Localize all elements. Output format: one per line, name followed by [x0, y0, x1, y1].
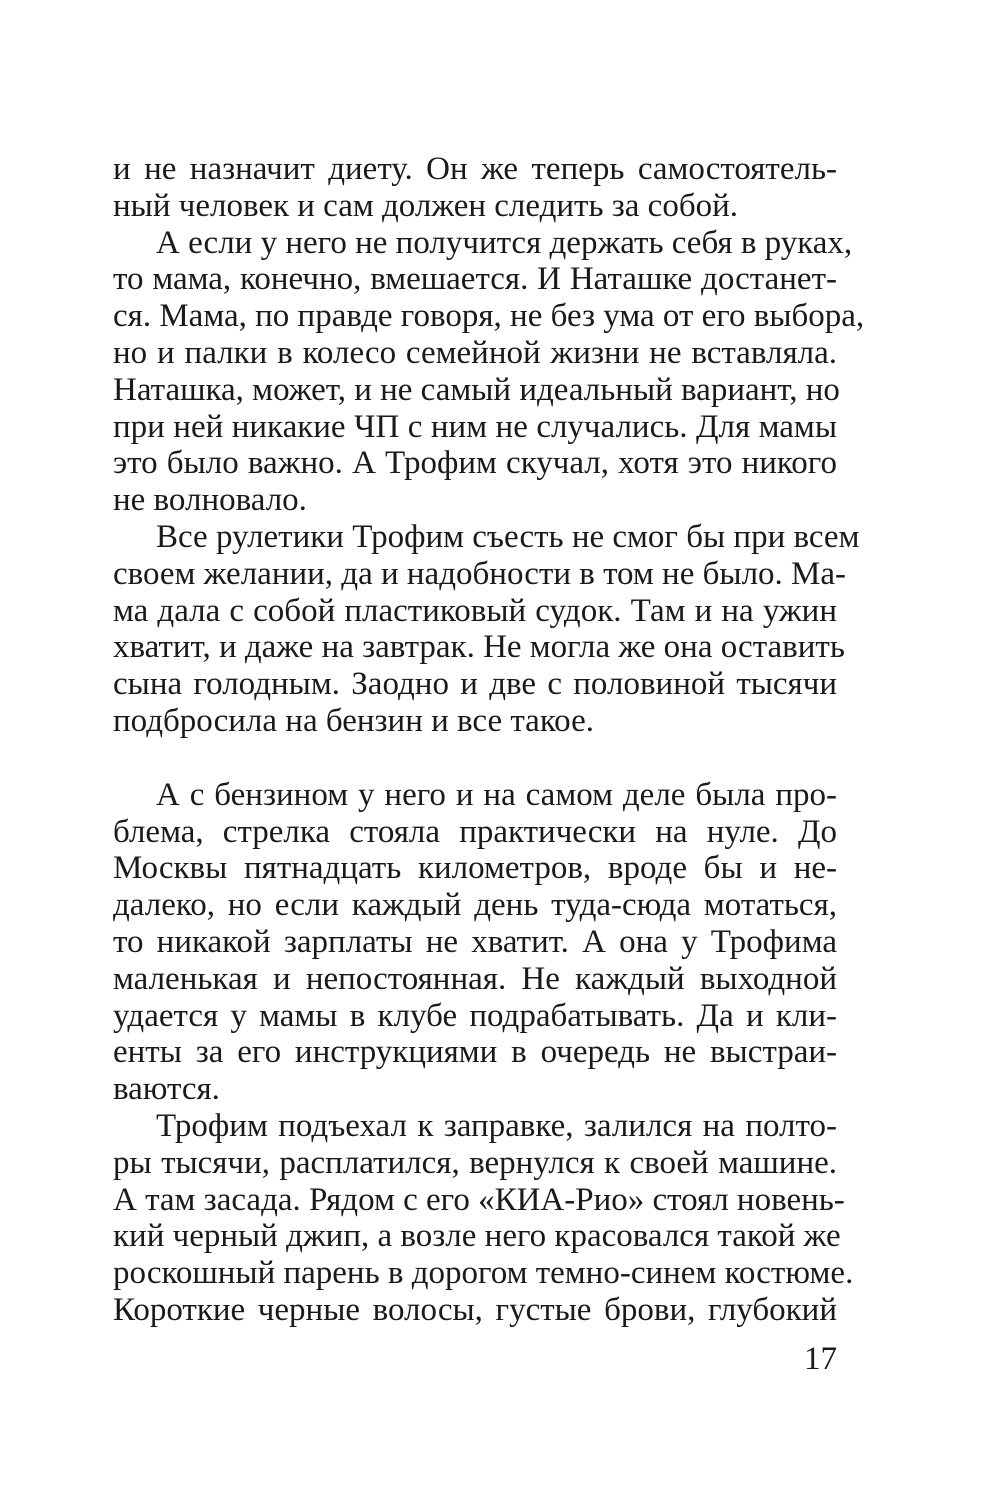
text-line: Москвы пятнадцать километров, вроде бы и не- [113, 850, 837, 886]
text-line: А если у него не получится держать себя в руках, [156, 225, 853, 261]
text-line: маленькая и непостоянная. Не каждый выходной [113, 961, 837, 997]
text-line: но и палки в колесо семейной жизни не вставляла. [113, 335, 837, 371]
text-line: при ней никакие ЧП с ним не случались. Для мамы [113, 409, 837, 445]
text-line: ся. Мама, по правде говоря, не без ума от его выбора, [113, 298, 865, 334]
text-line: не волновало. [113, 482, 307, 518]
text-line: ный человек и сам должен следить за собой. [113, 188, 739, 224]
text-line: ма дала с собой пластиковый судок. Там и на ужин [113, 593, 837, 629]
text-line: то никакой зарплаты не хватит. А она у Трофима [113, 924, 837, 960]
text-line: ваются. [113, 1071, 220, 1107]
text-line: подбросила на бензин и все такое. [113, 703, 594, 739]
text-line: то мама, конечно, вмешается. И Наташке достанет- [113, 261, 837, 297]
text-line: А с бензином у него и на самом деле была про- [156, 777, 837, 813]
text-line: хватит, и даже на завтрак. Не могла же она оставить [113, 629, 845, 665]
text-line: сына голодным. Заодно и две с половиной тысячи [113, 666, 837, 702]
text-line: далеко, но если каждый день туда-сюда мотаться, [113, 887, 837, 923]
text-line: кий черный джип, а возле него красовался такой же [113, 1218, 841, 1254]
text-line: блема, стрелка стояла практически на нуле. До [113, 814, 837, 850]
text-line: удается у мамы в клубе подрабатывать. Да и кли- [113, 998, 837, 1034]
text-line: это было важно. А Трофим скучал, хотя это никого [113, 445, 837, 481]
text-line: и не назначит диету. Он же теперь самостоятель- [113, 151, 837, 187]
text-line: своем желании, да и надобности в том не было. Ма- [113, 556, 847, 592]
text-line: ры тысячи, расплатился, вернулся к своей машине. [113, 1145, 837, 1181]
text-line: Трофим подъехал к заправке, залился на полто- [156, 1108, 837, 1144]
text-line: енты за его инструкциями в очередь не выстраи- [113, 1034, 837, 1070]
text-line: роскошный парень в дорогом темно-синем костюме. [113, 1255, 854, 1291]
text-line: А там засада. Рядом с его «КИА-Рио» стоял новень- [113, 1182, 845, 1218]
page-number: 17 [804, 1341, 837, 1377]
text-line: Короткие черные волосы, густые брови, глубокий [113, 1292, 837, 1328]
text-line: Все рулетики Трофим съесть не смог бы при всем [156, 519, 860, 555]
text-line: Наташка, может, и не самый идеальный вариант, но [113, 372, 840, 408]
